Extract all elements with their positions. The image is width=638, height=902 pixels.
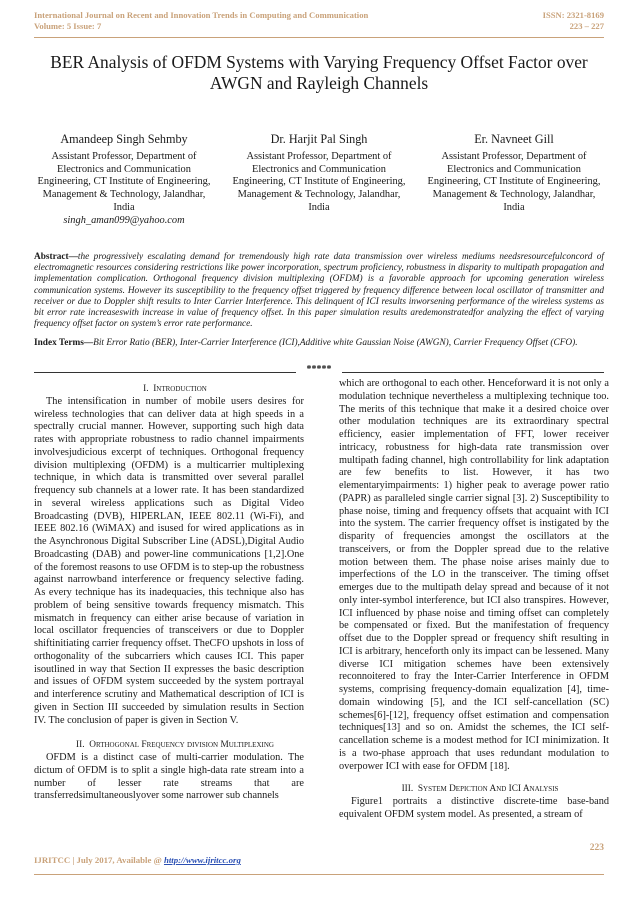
author-3 — [424, 133, 604, 215]
footer-rule — [34, 874, 604, 875]
journal-volume: Volume: 5 Issue: 7 — [34, 20, 102, 31]
author-email: singh_aman099@yahoo.com — [63, 214, 185, 226]
index-terms — [34, 338, 604, 349]
left-column — [34, 383, 304, 803]
right-column — [339, 378, 609, 822]
section-heading-ofdm: II. Orthogonal Frequency division Multiplexing — [76, 740, 274, 751]
journal-website-link[interactable]: http://www.ijritcc.org — [163, 855, 241, 865]
abstract — [34, 252, 604, 330]
paper-title — [40, 52, 598, 94]
footer — [34, 855, 241, 865]
introduction-paragraph: The intensification in number of mobile users desires for wireless technologies that can deliver data at high speeds in a spectrally crucial manner. However, supporting such high data rates with appropriate robustness to radio channel impairments involvesjudicious excerpt of techniques. Orthogonal frequency division multiplexing (OFDM) is a multicarrier multiplexing technique, in which data is transmitted over several parallel frequency sub channels at a lower rate. It has been standardized in several wireless applications such as Digital Video Broadcasting (DVB), HIPERLAN, IEEE 802.11 (Wi-Fi), and IEEE 802.16 (WiMAX) and isused for wired applications as in the Asynchronous Digital Subscriber Line (ADSL),Digital Audio Broadcasting (DAB) and power-line communications [1,2].One of the foremost reasons to use OFDM is to step-up the robustness against narrowband interference or frequency selective fading. As every technique has its inadequacies, this technique also has problem of being sensitive towards frequency mismatch. This mismatch in frequency can either arise because of variation in local oscillator frequencies of transceivers or due to Doppler shiftinitiating carrier frequency offset. TheCFO upshots in loss of orthogonality of the subcarriers which causes ICI. This paper isoutlined in way that Section II expresses the basic description and issues of OFDM system succeeded by the system portrayal and interference scrutiny and Mathematical description of ICI is given in Section III succeeded by simulation results in Section IV. The conclusion of paper is given in Section V. — [34, 395, 304, 726]
title-line-2: AWGN and Rayleigh Channels — [209, 73, 429, 93]
abstract-label: Abstract— — [34, 252, 78, 262]
author-affiliation: Assistant Professor, Department of Electronics and Communication Engineering, CT Institute of Engineering, Management & Technology, Jalandhar, India — [232, 150, 406, 213]
footer-text: IJRITCC | July 2017, Available @ — [34, 855, 164, 865]
author-name: Er. Navneet Gill — [474, 132, 554, 146]
author-2 — [229, 133, 409, 215]
section-heading-system-depiction: III. System Depiction And ICI Analysis — [401, 784, 559, 795]
abstract-text: the progressively escalating demand for tremendously high rate data transmission over wireless mediums needsresourcefulconcord of electromagnetic resources considering restrictions like power incorporation, spectrum proficiency, robustness in disparity to multipath propagation and implementation complication. Orthogonal frequency division multiplexing (OFDM) is a favorable approach for upcoming generation wireless communication systems. However its susceptibility to the frequency offset triggered by frequency difference between local oscillator of transmitter and receiver or due to Doppler shift results to Inter Carrier Interference. This delinquent of ICI results inworsening performance of the wireless systems as bit error rate increaseswith increase in value of frequency offset. In this paper simulation results aredemonstratedfor analyzing the effect of varying frequency offset factor on system’s error rate performance. — [34, 252, 604, 330]
journal-name-volume — [34, 10, 368, 31]
author-affiliation: Assistant Professor, Department of Electronics and Communication Engineering, CT Institute of Engineering, Management & Technology, Jalandhar, India — [427, 150, 601, 213]
index-terms-label: Index Terms— — [34, 338, 94, 348]
author-1 — [34, 133, 214, 228]
journal-name: International Journal on Recent and Innovation Trends in Computing and Communication — [34, 10, 369, 20]
header-rule — [34, 37, 604, 38]
separator-stars: ***** — [306, 364, 332, 375]
system-depiction-paragraph: Figure1 portraits a distinctive discrete-time base-band equivalent OFDM system model. As presented, a stream of — [339, 796, 609, 820]
journal-pages: 223 – 227 — [569, 20, 604, 31]
title-line-1: BER Analysis of OFDM Systems with Varying Frequency Offset Factor over — [50, 52, 588, 72]
author-name: Dr. Harjit Pal Singh — [270, 132, 368, 146]
section-heading-introduction: I. Introduction — [143, 384, 207, 394]
separator-line-left — [34, 372, 296, 373]
separator-line-right — [342, 372, 604, 373]
journal-issn: ISSN: 2321-8169 — [542, 10, 604, 20]
author-affiliation: Assistant Professor, Department of Electronics and Communication Engineering, CT Institute of Engineering, Management & Technology, Jalandhar, India — [37, 150, 211, 213]
page-number: 223 — [589, 843, 604, 853]
ofdm-paragraph-continued: which are orthogonal to each other. Henceforward it is not only a modulation technique nevertheless a multiplexing technique too. The merits of this technique that make it a desired choice over other modulation techniques are its extraordinary spectral efficiency, easier implementation of FFT, lower receiver intricacy, robustness for high-data rate transmission over multipath fading channel, high controllability for link adaptation are few benefits to list. However, it has two elementaryimpairments: 1) higher peak to average power ratio (PAPR) as paralleled single carrier signal [3]. 2) Susceptibility to phase noise, timing and frequency offsets that acquaint with ICI into the system. The carrier frequency offset is instigated by the disparity of frequencies amongst the oscillators at the transceivers, or from the Doppler spread due to the relative motion between them. The phase noise arises mainly due to imperfections of the LO in the transceiver. The timing offset emerges due to the multipath delay spread and because of it not only inter-symbol interference, but ICI also transpires. However, ICI influenced by phase noise and timing offset can completely be compensated or fixed. But the manifestation of frequency offset due to the Doppler spread or frequency shift resulting in ICI is arbitrary, henceforth only its impact can be lessened. Many diverse ICI mitigation schemes have been extensively reconnoitered to fray the Inter-Carrier Interference in OFDM systems, comprising frequency-domain equalization [4], time-domain windowing [5], and the ICI self-cancellation (SC) schemes[6]-[12], frequency offset estimation and compensation techniques[13] and so on. Amidst the schemes, the ICI self-cancellation scheme is a modest method for ICI minimization. It is a two-phase approach that uses redundant modulation to overpower ICI with ease for OFDM [18]. — [339, 378, 609, 772]
journal-issn-pages — [543, 10, 604, 31]
index-terms-text: Bit Error Ratio (BER), Inter-Carrier Interference (ICI),Additive white Gaussian Noise (AWGN), Carrier Frequency Offset (CFO). — [93, 338, 578, 348]
ofdm-paragraph: OFDM is a distinct case of multi-carrier modulation. The dictum of OFDM is to split a single high-data rate stream into a number of lesser rate streams that are transferredsimultaneouslyover some narrower sub channels — [34, 752, 304, 802]
section-separator — [34, 364, 604, 378]
author-name: Amandeep Singh Sehmby — [60, 132, 188, 146]
